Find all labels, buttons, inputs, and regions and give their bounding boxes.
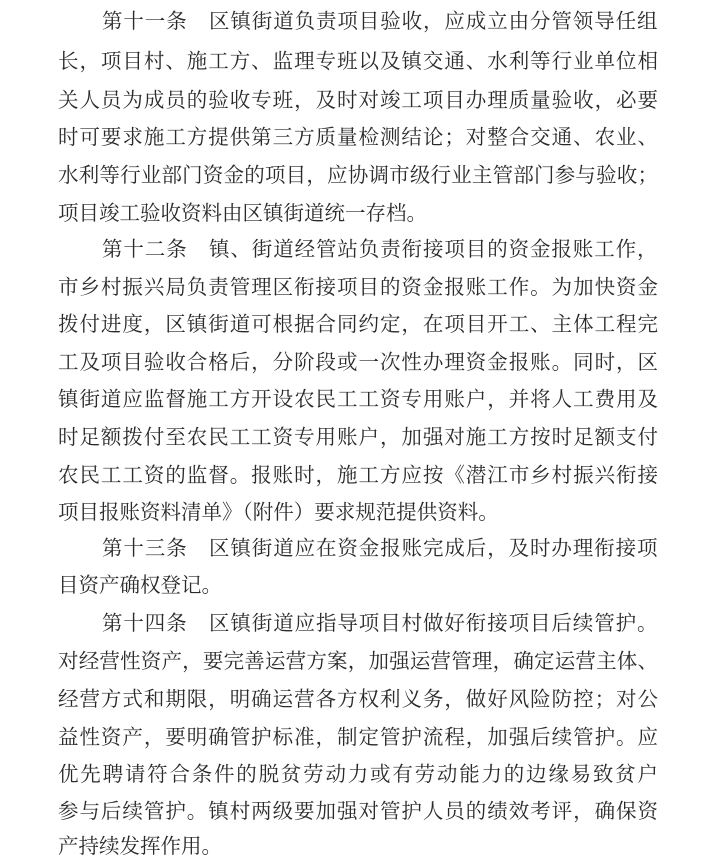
article-11-line-4: 时可要求施工方提供第三方质量检测结论；对整合交通、农业、 — [58, 125, 658, 149]
article-11-line-2: 长，项目村、施工方、监理专班以及镇交通、水利等行业单位相 — [58, 49, 658, 73]
article-14-line-3: 经营方式和期限，明确运营各方权利义务，做好风险防控；对公 — [58, 687, 658, 711]
article-14-line-4: 益性资产，要明确管护标准，制定管护流程，加强后续管护。应 — [58, 725, 658, 749]
article-14-line-1: 第十四条 区镇街道应指导项目村做好衔接项目后续管护。 — [102, 611, 658, 635]
article-11-line-3: 关人员为成员的验收专班，及时对竣工项目办理质量验收，必要 — [58, 88, 658, 112]
article-12-line-1: 第十二条 镇、街道经管站负责衔接项目的资金报账工作， — [102, 237, 658, 261]
article-13-line-2: 目资产确权登记。 — [58, 573, 222, 597]
article-14-line-7: 产持续发挥作用。 — [58, 834, 222, 858]
article-12-line-5: 镇街道应监督施工方开设农民工工资专用账户，并将人工费用及 — [58, 387, 658, 411]
article-12-line-6: 时足额拨付至农民工工资专用账户，加强对施工方按时足额支付 — [58, 425, 658, 449]
article-13-line-1: 第十三条 区镇街道应在资金报账完成后，及时办理衔接项 — [102, 536, 658, 560]
article-12-line-3: 拨付进度，区镇街道可根据合同约定，在项目开工、主体工程完 — [58, 312, 658, 336]
article-11-line-5: 水利等行业部门资金的项目，应协调市级行业主管部门参与验收； — [58, 163, 658, 187]
article-14-line-6: 参与后续管护。镇村两级要加强对管护人员的绩效考评，确保资 — [58, 799, 658, 823]
article-14-line-2: 对经营性资产，要完善运营方案，加强运营管理，确定运营主体、 — [58, 649, 658, 673]
article-14-line-5: 优先聘请符合条件的脱贫劳动力或有劳动能力的边缘易致贫户 — [58, 762, 658, 786]
article-11-line-1: 第十一条 区镇街道负责项目验收，应成立由分管领导任组 — [102, 9, 658, 33]
article-12-line-4: 工及项目验收合格后，分阶段或一次性办理资金报账。同时，区 — [58, 350, 658, 374]
article-12-line-8: 项目报账资料清单》（附件）要求规范提供资料。 — [58, 500, 499, 524]
article-12-line-7: 农民工工资的监督。报账时，施工方应按《潜江市乡村振兴衔接 — [58, 463, 658, 487]
article-12-line-2: 市乡村振兴局负责管理区衔接项目的资金报账工作。为加快资金 — [58, 275, 658, 299]
article-11-line-6: 项目竣工验收资料由区镇街道统一存档。 — [58, 201, 427, 225]
